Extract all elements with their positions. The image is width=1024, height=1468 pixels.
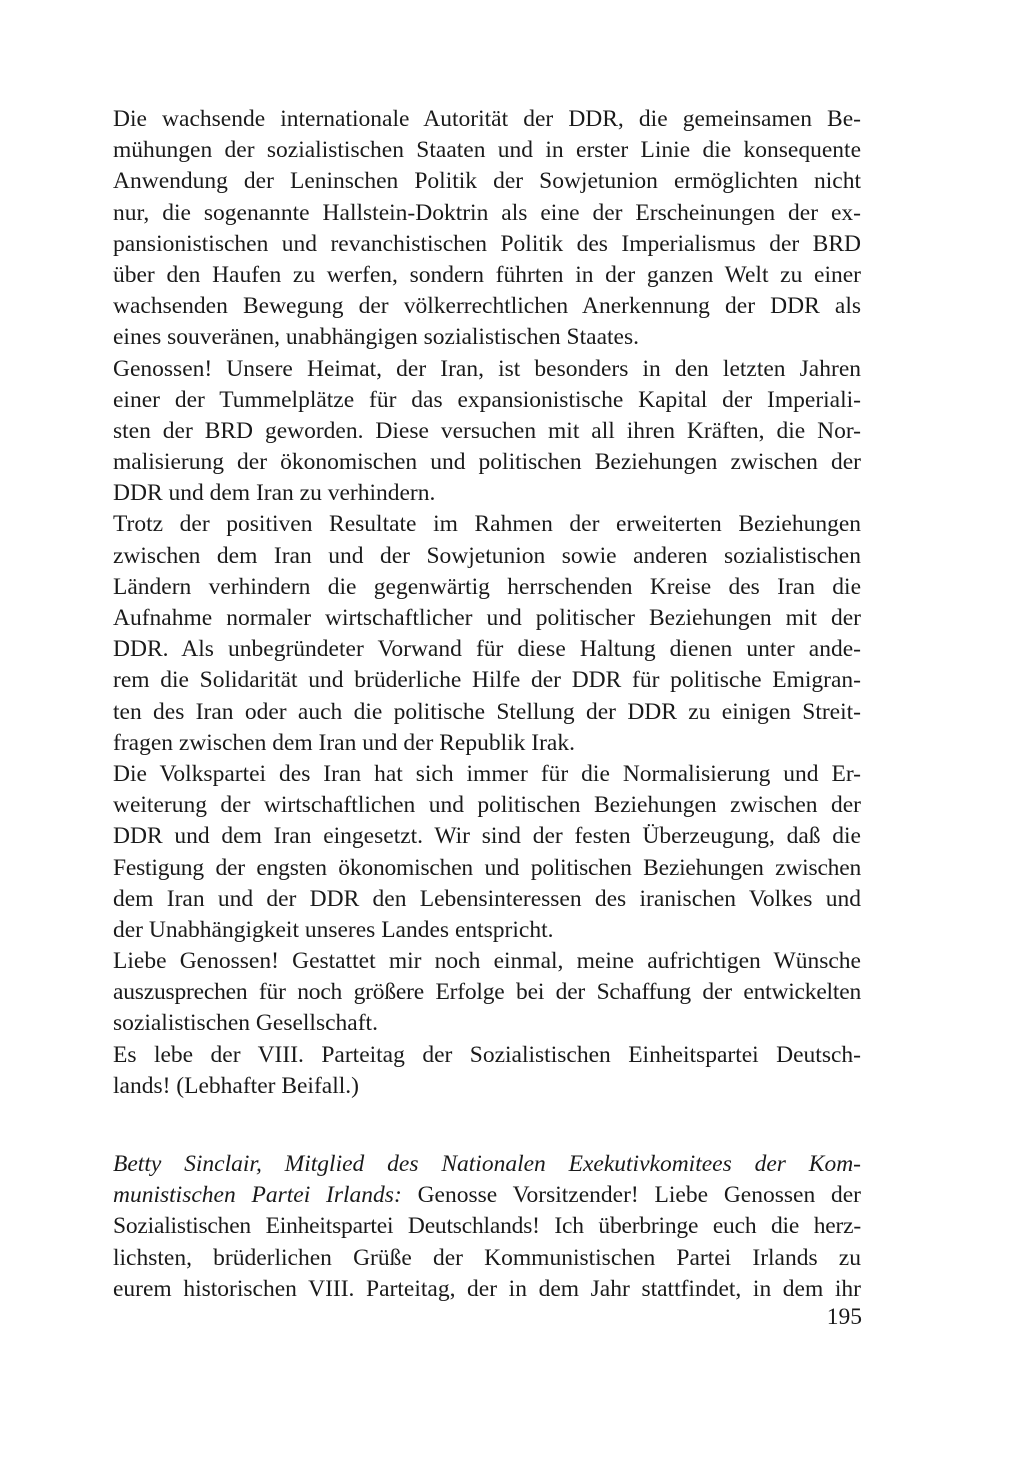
text-line: DDR und dem Iran eingesetzt. Wir sind der festen Überzeugung, daß die: [113, 823, 861, 850]
text-line: zwischen dem Iran und der Sowjetunion sowie anderen sozialistischen: [113, 542, 861, 569]
text-line: auszusprechen für noch größere Erfolge bei der Schaffung der entwickelten: [113, 979, 861, 1006]
text-line: Ländern verhindern die gegenwärtig herrschenden Kreise des Iran die: [113, 573, 861, 600]
text-line: weiterung der wirtschaftlichen und politischen Beziehungen zwischen der: [113, 792, 861, 819]
text-line: nur, die sogenannte Hallstein-Doktrin als eine der Erscheinungen der ex-: [113, 199, 861, 226]
text-line: Trotz der positiven Resultate im Rahmen der erweiterten Beziehungen: [113, 511, 861, 538]
paragraph-2: [113, 354, 861, 510]
paragraph-1: [113, 104, 861, 354]
page-number: 195: [826, 1304, 862, 1330]
speech-block: [113, 1149, 861, 1305]
text-line: Die wachsende internationale Autorität der DDR, die gemeinsamen Be-: [113, 106, 861, 132]
text-line: rem die Solidarität und brüderliche Hilfe der DDR für politische Emigran-: [113, 667, 861, 694]
paragraph-5: [113, 946, 861, 1040]
text-line: Sozialistischen Einheitspartei Deutschlands! Ich überbringe euch die herz-: [113, 1213, 861, 1240]
text-column: [113, 104, 861, 1305]
text-line: DDR. Als unbegründeter Vorwand für diese Haltung dienen unter ande-: [113, 636, 861, 663]
paragraph-4: [113, 759, 861, 946]
text-line: einer der Tummelplätze für das expansionistische Kapital der Imperiali-: [113, 386, 861, 413]
text-line: malisierung der ökonomischen und politischen Beziehungen zwischen der: [113, 449, 861, 476]
text-line: mühungen der sozialistischen Staaten und in erster Linie die konsequente: [113, 137, 861, 164]
text-line: lands! (Lebhafter Beifall.): [113, 1072, 359, 1099]
text-line: der Unabhängigkeit unseres Landes entspricht.: [113, 916, 554, 943]
text-line: Es lebe der VIII. Parteitag der Sozialistischen Einheitspartei Deutsch-: [113, 1041, 861, 1068]
section-gap: [113, 1102, 861, 1149]
text-line: Liebe Genossen! Gestattet mir noch einmal, meine aufrichtigen Wünsche: [113, 948, 861, 975]
text-line: sozialistischen Gesellschaft.: [113, 1010, 378, 1037]
speaker-party: munistischen Partei Irlands:: [113, 1182, 402, 1209]
text-line: dem Iran und der DDR den Lebensinteressen des iranischen Volkes und: [113, 885, 861, 912]
text-line: über den Haufen zu werfen, sondern führten in der ganzen Welt zu einer: [113, 261, 861, 288]
paragraph-3: [113, 509, 861, 759]
text-line: [113, 1180, 861, 1211]
text-line: Festigung der engsten ökonomischen und politischen Beziehungen zwischen: [113, 854, 861, 881]
text-line: eurem historischen VIII. Parteitag, der in dem Jahr stattfindet, in dem ihr: [113, 1275, 861, 1302]
text-line: fragen zwischen dem Iran und der Republik Irak.: [113, 729, 575, 756]
text-line: Anwendung der Leninschen Politik der Sowjetunion ermöglichten nicht: [113, 168, 861, 195]
paragraph-6: [113, 1040, 861, 1102]
text-line: Die Volkspartei des Iran hat sich immer für die Normalisierung und Er-: [113, 760, 861, 787]
text-line: lichsten, brüderlichen Grüße der Kommunistischen Partei Irlands zu: [113, 1244, 861, 1271]
speaker-heading: Betty Sinclair, Mitglied des Nationalen Exekutivkomitees der Kom-: [113, 1151, 861, 1177]
text-line: Aufnahme normaler wirtschaftlicher und politischer Beziehungen mit der: [113, 605, 861, 631]
text-line: sten der BRD geworden. Diese versuchen mit all ihren Kräften, die Nor-: [113, 417, 861, 444]
text-line: DDR und dem Iran zu verhindern.: [113, 480, 436, 507]
text-line: wachsenden Bewegung der völkerrechtlichen Anerkennung der DDR als: [113, 293, 861, 320]
text-line: eines souveränen, unabhängigen sozialistischen Staates.: [113, 324, 639, 351]
text-line: Genossen! Unsere Heimat, der Iran, ist besonders in den letzten Jahren: [113, 355, 861, 382]
text-line: pansionistischen und revanchistischen Politik des Imperialismus der BRD: [113, 230, 861, 257]
speech-opening: Genosse Vorsitzender! Liebe Genossen der: [401, 1182, 862, 1209]
text-line: ten des Iran oder auch die politische Stellung der DDR zu einigen Streit-: [113, 698, 861, 725]
